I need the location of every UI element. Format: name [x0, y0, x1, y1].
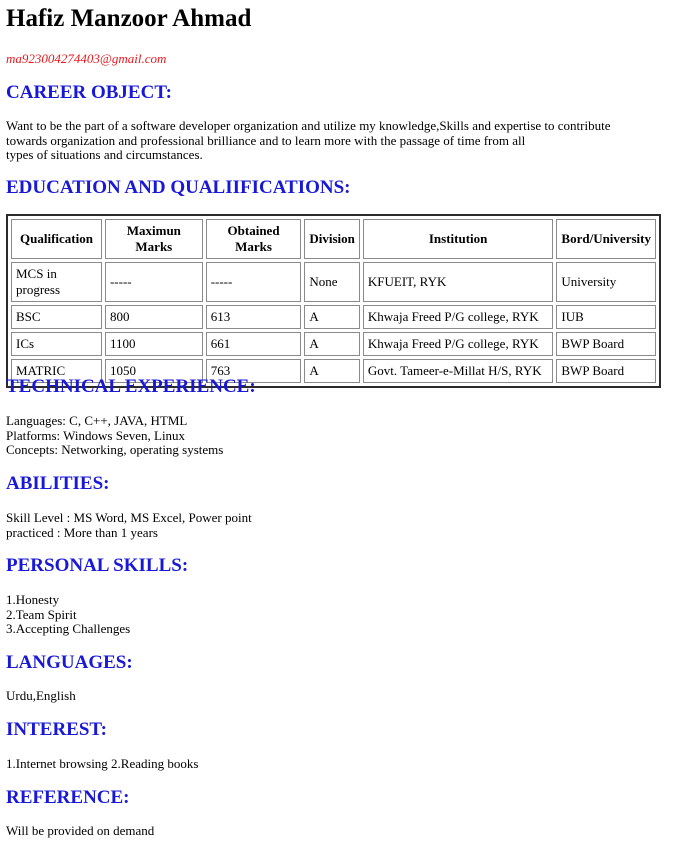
column-header: Institution [363, 219, 553, 259]
table-cell: A [304, 359, 360, 383]
technical-line: Concepts: Networking, operating systems [6, 442, 224, 458]
table-cell: MCS in progress [11, 262, 102, 302]
interest-line: 1.Internet browsing 2.Reading books [6, 756, 199, 771]
column-header: Bord/University [556, 219, 656, 259]
column-header: Division [304, 219, 360, 259]
personal-skill-line: 2.Team Spirit [6, 606, 77, 622]
table-cell: 763 [206, 359, 302, 383]
column-header: Obtained Marks [206, 219, 302, 259]
languages-line: Urdu,English [6, 688, 76, 703]
languages-text [6, 689, 76, 704]
technical-line: Languages: C, C++, JAVA, HTML [6, 413, 188, 428]
personal-skill-line: 1.Honesty [6, 592, 60, 607]
table-cell: Govt. Tameer-e-Millat H/S, RYK [363, 359, 553, 383]
table-cell: BWP Board [556, 359, 656, 383]
table-row [11, 332, 656, 356]
interest-heading: INTEREST: [6, 719, 108, 740]
table-cell: ----- [105, 262, 203, 302]
qualifications-table [6, 214, 661, 388]
interest-text [6, 757, 198, 772]
table-header-row [11, 219, 656, 259]
education-heading: EDUCATION AND QUALIIFICATIONS: [6, 177, 351, 198]
personal-skills-heading: PERSONAL SKILLS: [6, 555, 189, 576]
column-header: Qualification [11, 219, 102, 259]
table-cell: 1100 [105, 332, 203, 356]
career-line: types of situations and circumstances. [6, 147, 203, 163]
table-cell: ----- [206, 262, 302, 302]
table-cell: University [556, 262, 656, 302]
table-cell: KFUEIT, RYK [363, 262, 553, 302]
column-header: Maximun Marks [105, 219, 203, 259]
table-cell: BSC [11, 305, 102, 329]
candidate-name: Hafiz Manzoor Ahmad [6, 5, 252, 32]
career-line: Want to be the part of a software developer organization and utilize my knowledge,Skills and expertise to contribute [6, 118, 611, 133]
table-row [11, 262, 656, 302]
reference-line: Will be provided on demand [6, 823, 155, 838]
table-cell: 1050 [105, 359, 203, 383]
career-text [6, 119, 610, 163]
personal-skills-text [6, 593, 130, 637]
table-cell: Khwaja Freed P/G college, RYK [363, 305, 553, 329]
reference-text [6, 824, 154, 839]
table-cell: BWP Board [556, 332, 656, 356]
abilities-text [6, 511, 252, 540]
abilities-line: Skill Level : MS Word, MS Excel, Power point [6, 510, 252, 525]
technical-line: Platforms: Windows Seven, Linux [6, 427, 186, 443]
table-cell: 800 [105, 305, 203, 329]
abilities-line: practiced : More than 1 years [6, 524, 158, 540]
table-cell: IUB [556, 305, 656, 329]
career-heading: CAREER OBJECT: [6, 82, 172, 103]
languages-heading: LANGUAGES: [6, 652, 133, 673]
abilities-heading: ABILITIES: [6, 473, 110, 494]
table-cell: 613 [206, 305, 302, 329]
table-cell: A [304, 305, 360, 329]
technical-text [6, 414, 223, 458]
reference-heading: REFERENCE: [6, 787, 130, 808]
table-cell: None [304, 262, 360, 302]
table-cell: A [304, 332, 360, 356]
table-cell: ICs [11, 332, 102, 356]
email-address: ma923004274403@gmail.com [6, 51, 167, 66]
table-cell: MATRIC [11, 359, 102, 383]
table-cell: Khwaja Freed P/G college, RYK [363, 332, 553, 356]
table-cell: 661 [206, 332, 302, 356]
technical-heading: TECHNICAL EXPERIENCE: [6, 376, 256, 397]
career-line: towards organization and professional brilliance and to learn more with the passage of time from all [6, 132, 526, 148]
personal-skill-line: 3.Accepting Challenges [6, 621, 131, 637]
table-row [11, 305, 656, 329]
